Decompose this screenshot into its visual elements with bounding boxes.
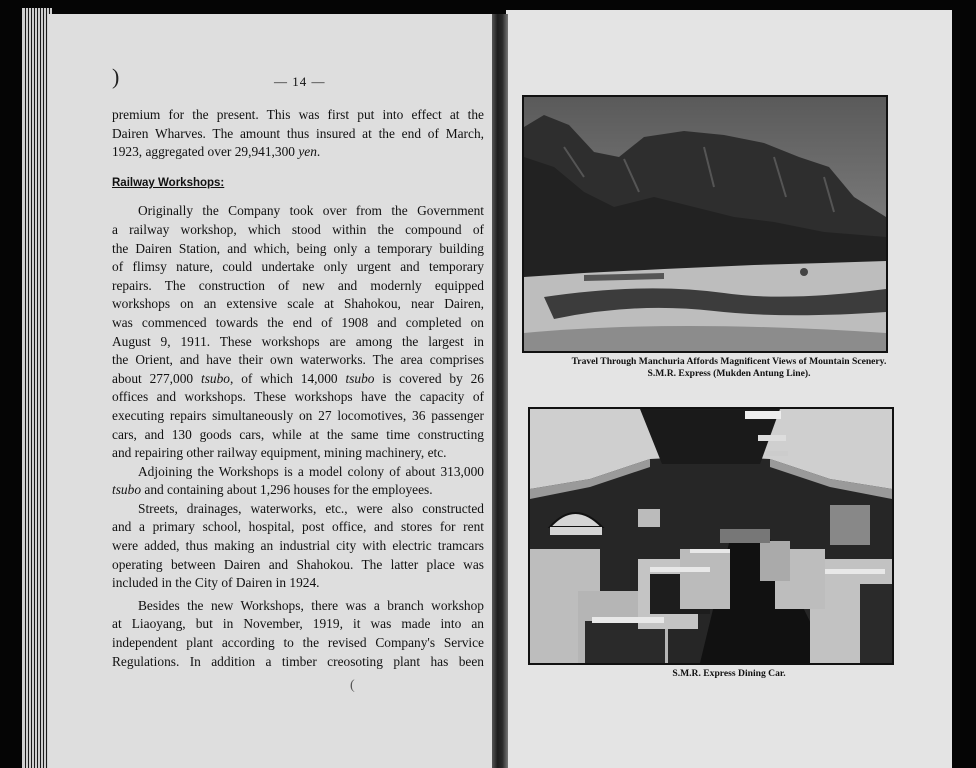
text-line: operating between Dairen and Shahokou. The latter place was: [112, 556, 484, 572]
text-line: were added, thus making an industrial city with electric tramcars: [112, 538, 484, 554]
book-gutter: [492, 14, 508, 768]
text-line: the Dairen Station, and which, being only a temporary building: [112, 240, 484, 256]
text-line: Besides the new Workshops, there was a branch workshop: [138, 597, 484, 613]
photo-caption: [506, 668, 952, 680]
mountain-scenery-photo: [522, 95, 888, 353]
text-line: Streets, drainages, waterworks, etc., were also constructed: [138, 500, 484, 516]
text-line: offices and workshops. These workshops have the capacity of: [112, 389, 484, 405]
text-line: about 277,000 tsubo, of which 14,000 tsubo is covered by 26: [112, 370, 485, 386]
text-line: included in the City of Dairen in 1924.: [112, 575, 320, 591]
text-line: tsubo and containing about 1,296 houses for the employees.: [112, 482, 433, 498]
text-line: a railway workshop, which stood within the compound of: [112, 221, 484, 237]
text-line: repairs. The construction of new and modernly equipped: [112, 277, 484, 293]
text-line: executing repairs simultaneously on 27 locomotives, 36 passenger: [112, 407, 484, 423]
text-line: 1923, aggregated over 29,941,300 yen.: [112, 144, 321, 160]
section-heading: Railway Workshops:: [112, 176, 225, 189]
text-line: premium for the present. This was first put into effect at the: [112, 107, 484, 122]
caption-line: S.M.R. Express Dining Car.: [672, 668, 786, 679]
text-line: workshops on an extensive scale at Shahokou, near Dairen,: [112, 296, 484, 312]
page-number: — 14 —: [274, 74, 326, 89]
left-page-text: [112, 106, 484, 671]
dining-car-photo: [528, 407, 894, 665]
text-line: at Liaoyang, but in November, 1919, it was made into an: [112, 616, 484, 632]
text-line: Originally the Company took over from the Government: [138, 203, 484, 219]
text-line: Adjoining the Workshops is a model colony of about 313,000: [138, 463, 484, 479]
text-line: the Orient, and have their own waterworks. The area comprises: [112, 352, 484, 368]
photo-caption: [506, 356, 952, 380]
text-line: cars, and 130 goods cars, while at the same time constructing: [112, 426, 484, 442]
text-line: August 9, 1911. These workshops are among the largest in: [112, 333, 484, 349]
text-line: and repairing other railway equipment, mining machinery, etc.: [112, 445, 447, 461]
caption-line: Travel Through Manchuria Affords Magnificent Views of Mountain Scenery.: [571, 356, 887, 367]
caption-line: S.M.R. Express (Mukden Antung Line).: [647, 368, 811, 379]
text-line: Regulations. In addition a timber creosoting plant has been: [112, 653, 484, 669]
text-line: of flimsy nature, could undertake only urgent and temporary: [112, 259, 484, 275]
text-line: was commenced towards the end of 1908 and completed on: [112, 314, 484, 330]
pencil-mark-bottom: (: [350, 678, 355, 693]
pencil-mark: ): [112, 64, 120, 89]
text-line: independent plant according to the revised Company's Service: [112, 635, 484, 651]
text-line: Dairen Wharves. The amount thus insured at the end of March,: [112, 125, 484, 141]
text-line: and a primary school, hospital, post office, and stores for rent: [112, 519, 484, 535]
